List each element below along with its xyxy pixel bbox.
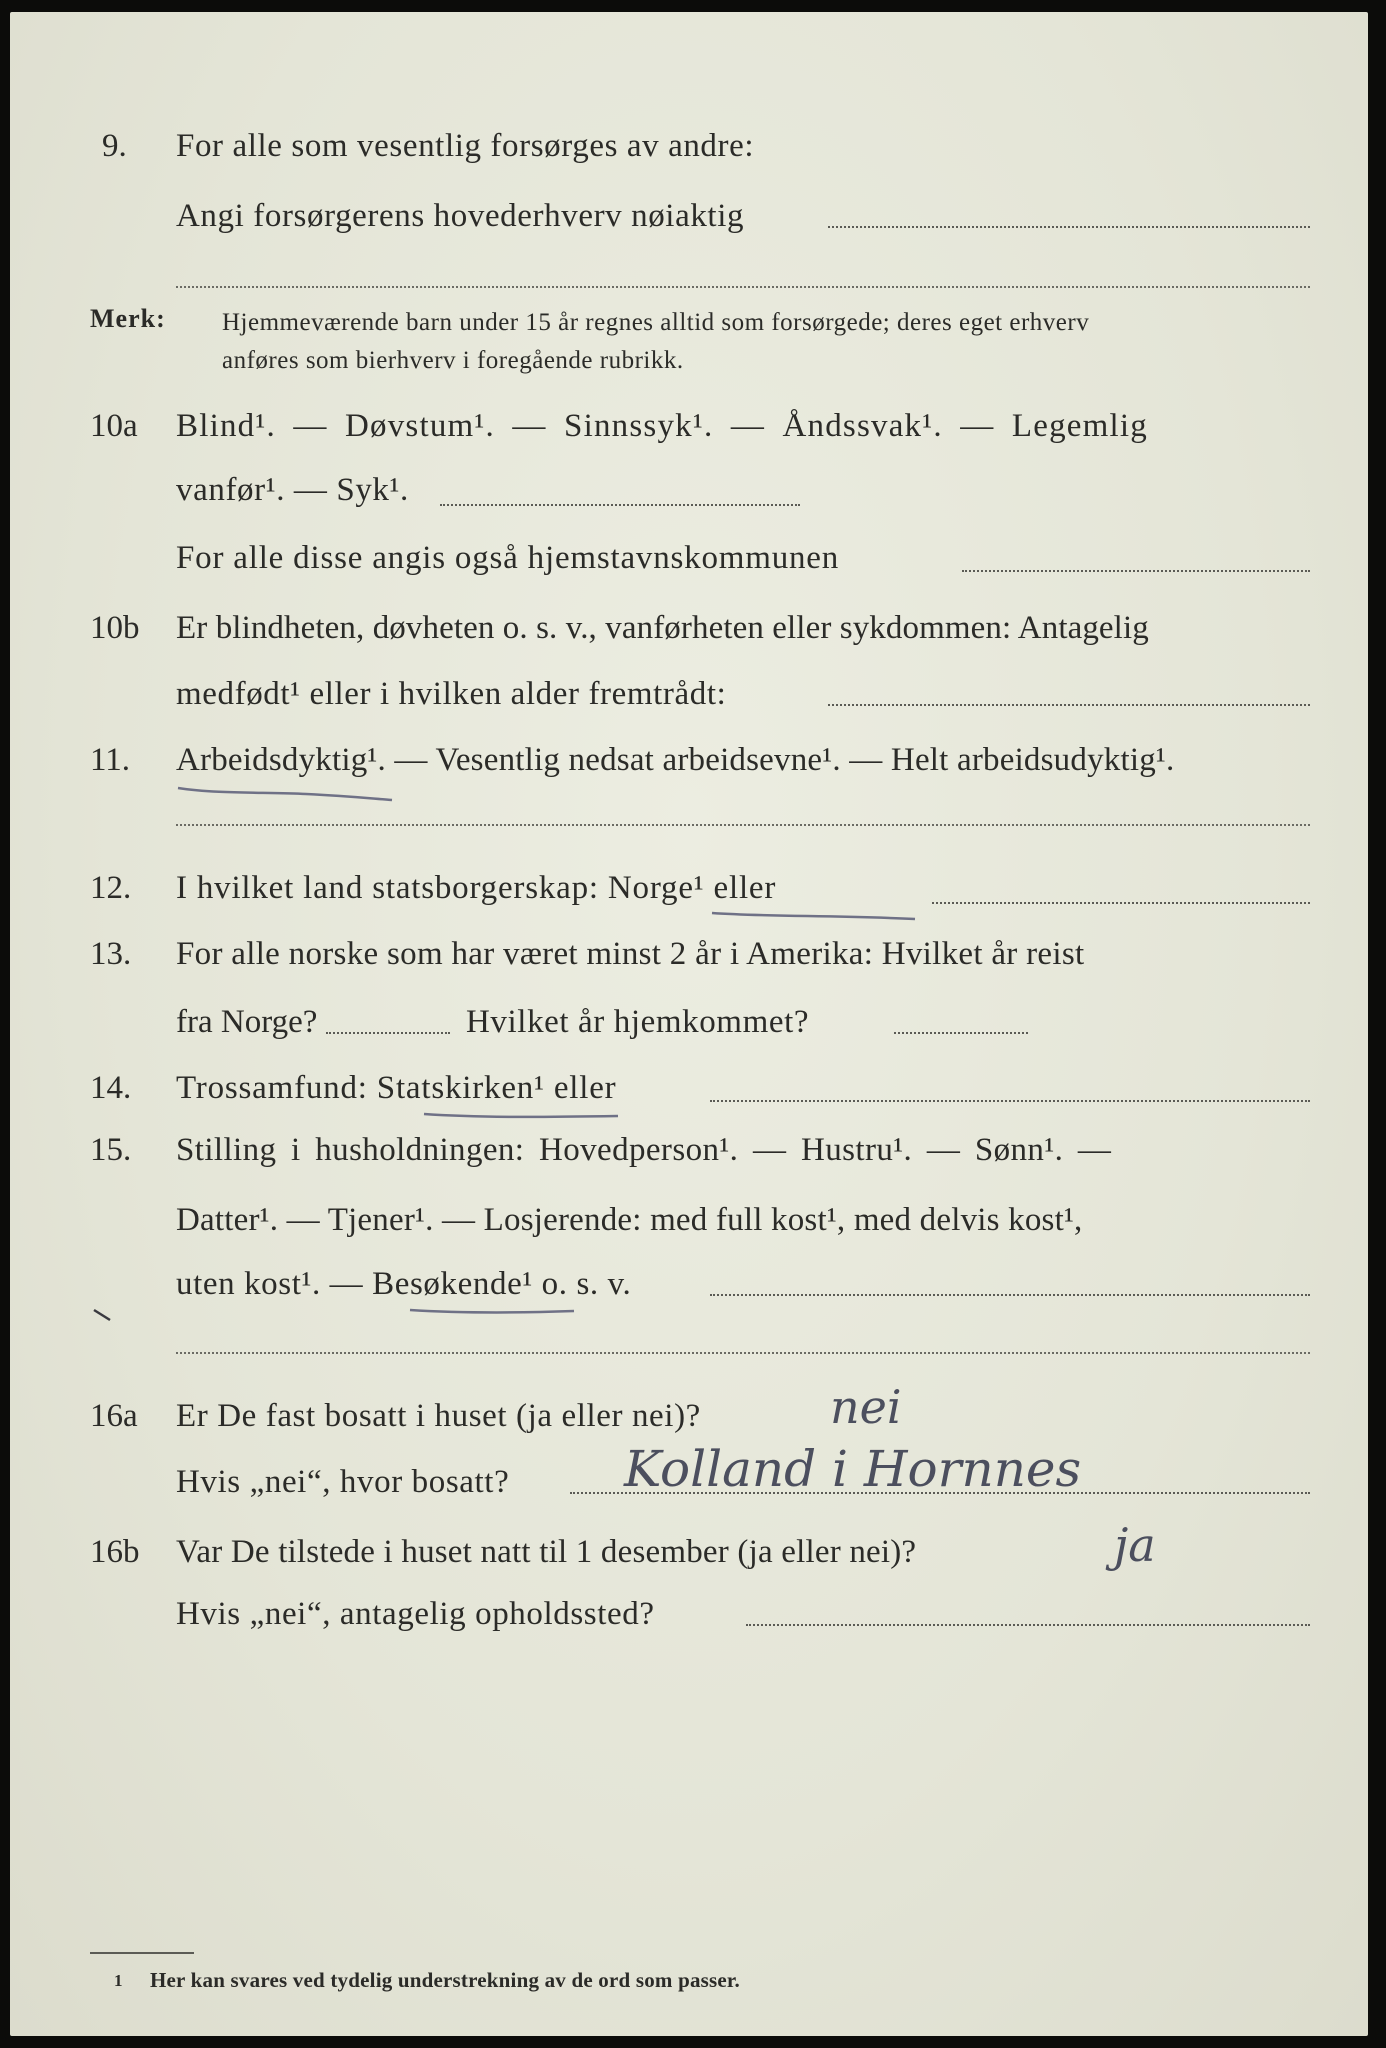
footnote-mark: 1	[114, 1971, 123, 1990]
q9-answer-line[interactable]	[828, 226, 1310, 228]
q9-number: 9.	[102, 128, 127, 164]
q10a-text-line3: For alle disse angis også hjemstavnskommunen	[176, 540, 840, 576]
q12-answer-line[interactable]	[932, 902, 1310, 904]
merk-text-line2: anføres som bierhverv i foregående rubrikk.	[222, 347, 684, 374]
q14-number: 14.	[90, 1070, 132, 1106]
footnote-separator	[90, 1952, 194, 1954]
q14-handwritten-underline	[422, 1108, 622, 1124]
q11-number: 11.	[90, 742, 131, 778]
q15-handwritten-underline	[408, 1304, 578, 1320]
q13-text-line1: For alle norske som har været minst 2 år i Amerika: Hvilket år reist	[176, 936, 1085, 972]
q10a-syk-answer-line[interactable]	[440, 504, 800, 506]
q11-answer-line[interactable]	[176, 824, 1310, 826]
q13-number: 13.	[90, 936, 132, 972]
q9-text-line2: Angi forsørgerens hovederhverv nøiaktig	[176, 198, 745, 234]
form-page	[10, 12, 1368, 2036]
q16a-answer-hvor: Kolland i Hornnes	[624, 1440, 1082, 1498]
q10a-text-line2: vanfør¹. — Syk¹.	[176, 472, 409, 508]
q15-number: 15.	[90, 1132, 132, 1168]
q13-hjemkommet-answer-line[interactable]	[894, 1032, 1028, 1034]
q12-handwritten-underline	[710, 907, 920, 925]
q16a-text-line2: Hvis „nei“, hvor bosatt?	[176, 1464, 510, 1500]
q16b-text-line1: Var De tilstede i huset natt til 1 desember (ja eller nei)?	[176, 1534, 917, 1570]
q10b-number: 10b	[90, 610, 140, 646]
q14-answer-line[interactable]	[710, 1100, 1310, 1102]
q15-text-line3: uten kost¹. — Besøkende¹ o. s. v.	[176, 1266, 632, 1302]
q16b-answer-tilstede: ja	[1114, 1518, 1156, 1572]
merk-label: Merk:	[90, 304, 166, 333]
q13-reist-answer-line[interactable]	[326, 1032, 450, 1034]
q14-text-line1: Trossamfund: Statskirken¹ eller	[176, 1070, 617, 1106]
q10a-hjemstavn-answer-line[interactable]	[962, 570, 1310, 572]
merk-text-line1: Hjemmeværende barn under 15 år regnes alltid som forsørgede; deres eget erhverv	[222, 309, 1090, 336]
q16a-number: 16a	[90, 1398, 138, 1434]
footnote-text: Her kan svares ved tydelig understrekning av de ord som passer.	[150, 1968, 740, 1992]
q10b-answer-line[interactable]	[828, 704, 1310, 706]
q9-answer-line-2[interactable]	[176, 286, 1310, 288]
margin-pen-mark	[92, 1306, 116, 1324]
q15-answer-line-2[interactable]	[176, 1352, 1310, 1354]
q10b-text-line2: medfødt¹ eller i hvilken alder fremtrådt:	[176, 676, 727, 712]
q9-text-line1: For alle som vesentlig forsørges av andre:	[176, 128, 755, 164]
q16a-text-line1: Er De fast bosatt i huset (ja eller nei)?	[176, 1398, 701, 1434]
q16b-text-line2: Hvis „nei“, antagelig opholdssted?	[176, 1596, 655, 1632]
q15-text-line1: Stilling i husholdningen: Hovedperson¹. — Hustru¹. — Sønn¹. —	[176, 1132, 1112, 1168]
q16b-number: 16b	[90, 1534, 140, 1570]
q11-handwritten-underline	[176, 780, 396, 804]
q15-answer-line[interactable]	[710, 1294, 1310, 1296]
q10a-text-line1: Blind¹. — Døvstum¹. — Sinnssyk¹. — Åndssvak¹. — Legemlig	[176, 408, 1148, 444]
q13-text-line2b: Hvilket år hjemkommet?	[466, 1004, 810, 1040]
q11-text-line1: Arbeidsdyktig¹. — Vesentlig nedsat arbeidsevne¹. — Helt arbeidsudyktig¹.	[176, 742, 1175, 778]
q16b-answer-line[interactable]	[746, 1624, 1310, 1626]
q16a-answer-bosatt: nei	[830, 1380, 902, 1434]
q12-text-line1: I hvilket land statsborgerskap: Norge¹ eller	[176, 870, 777, 906]
q12-number: 12.	[90, 870, 132, 906]
q15-text-line2: Datter¹. — Tjener¹. — Losjerende: med full kost¹, med delvis kost¹,	[176, 1202, 1083, 1238]
q10b-text-line1: Er blindheten, døvheten o. s. v., vanførheten eller sykdommen: Antagelig	[176, 610, 1149, 646]
q13-text-line2a: fra Norge?	[176, 1004, 318, 1040]
q10a-number: 10a	[90, 408, 138, 444]
